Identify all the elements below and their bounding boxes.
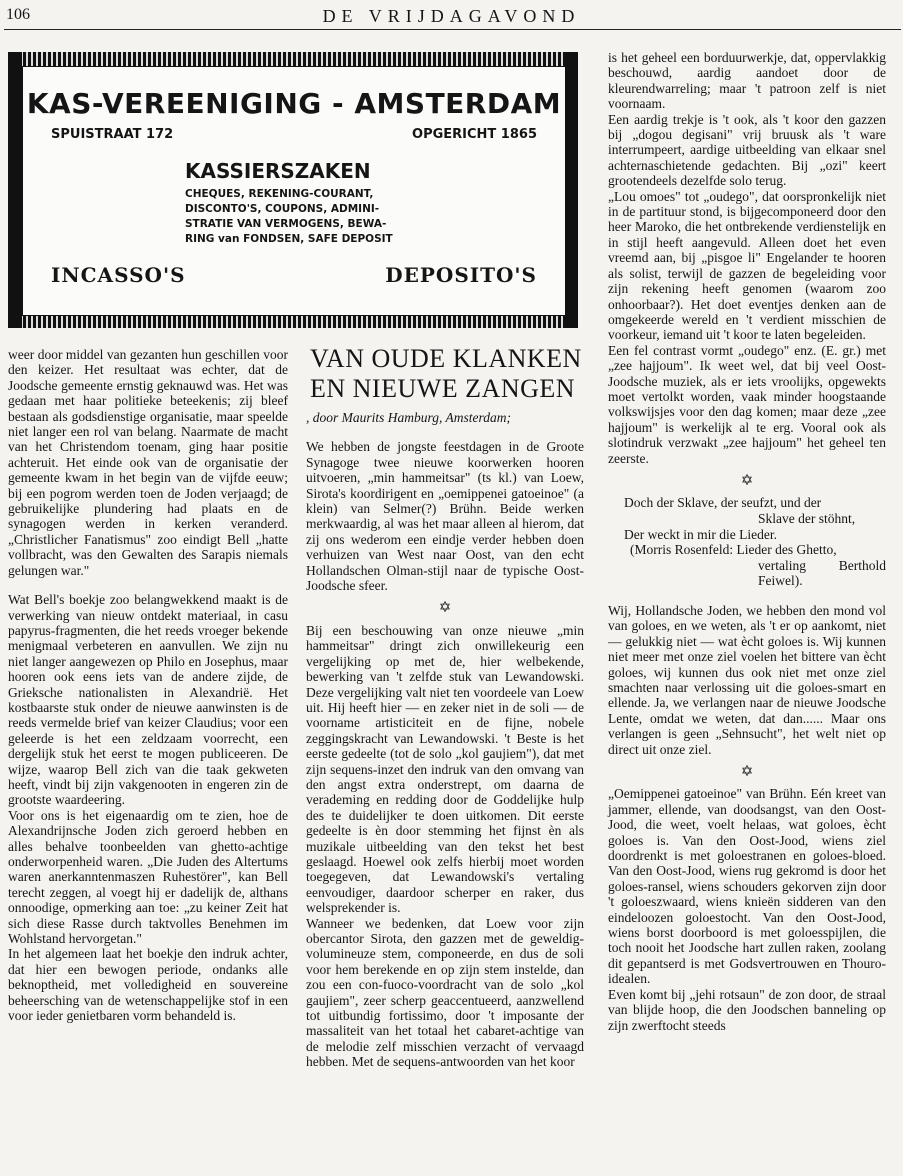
poem-line: Doch der Sklave, der seufzt, und der bbox=[624, 495, 822, 511]
star-of-david-icon: ✡ bbox=[740, 764, 754, 780]
page-number: 106 bbox=[6, 6, 30, 23]
article-heading bbox=[310, 344, 584, 404]
ad-border-bottom bbox=[8, 314, 578, 328]
column-2 bbox=[306, 344, 584, 1070]
paragraph: weer door middel van gezanten hun geschillen voor den keizer. Het resultaat was echter, dat de Joodsche gemeente ernstig geknauwd was. Het was gedaan met haar politieke beteekenis; zij bleef bestaan als godsdienstige organisatie, maar speelde niet langer een rol van belang. Naarmate de macht van het Christendom toenam, ging haar positie achteruit. Het einde ook van de organisatie der gemeente kwam in het begin van de vijfde eeuw; bij een pogrom werden toen de Joden verjaagd; de gebruikelijke plundering had plaats en de synagogen werden in kerken veranderd. „Christlicher Fanatismus" zoo eindigt Bell „hatte vollbracht, was den Gewalten des Sarapis niemals gelungen war." bbox=[8, 347, 288, 578]
running-title: DE VRIJDAGAVOND bbox=[322, 6, 581, 26]
ad-address: SPUISTRAAT 172 bbox=[51, 127, 174, 142]
paragraph: „Oemippenei gatoeinoe" van Brühn. Eén kreet van jammer, ellende, van doodsangst, van den Oost-Jood, die weet, voelt helaas, wat goloes, ècht goloes is. Van den Oost-Jood, wiens ziel doordrenkt is met goloestranen en goloes-bloed. Van den Oost-Jood, wiens rug gekromd is door het goloes-ransel, wiens schouders gekorven zijn door 't goloeszwaard, wiens knieën sidderen van den eindeloozen goloestocht. Van den Oost-Jood, wiens borst doorboord is met goloesspijlen, die toch nooit het Joodsche hart zullen raken, zoolang dit gepantserd is met Godsvertrouwen en Thouro-idealen. bbox=[608, 786, 886, 987]
ad-right-word: DEPOSITO'S bbox=[385, 263, 537, 287]
star-of-david-icon: ✡ bbox=[740, 472, 754, 489]
header-rule bbox=[4, 29, 901, 30]
poem-credit: vertaling Berthold Feiwel). bbox=[758, 557, 886, 589]
ad-border-left bbox=[8, 52, 22, 328]
ad-border-top bbox=[8, 52, 578, 66]
ad-panel bbox=[22, 66, 566, 316]
star-of-david-icon: ✡ bbox=[438, 600, 452, 617]
paragraph: is het geheel een borduurwerkje, dat, oppervlakkig beschouwd, aardig aandoet door de kleurendwarreling; maar 't patroon zelf is niet voornaam. bbox=[608, 50, 886, 112]
running-header bbox=[0, 0, 903, 34]
paragraph: Een aardig trekje is 't ook, als 't koor den gazzen bij „dogou degisani" vrij bruusk als 't ware interrumpeert, aardige uitbeelding van elkaar snel achternaschietende gedachten. Bij „ozi" keert grootendeels dezelfde solo terug. bbox=[608, 111, 886, 189]
paragraph: We hebben de jongste feestdagen in de Groote Synagoge twee nieuwe koorwerken hooren uitvoeren, „min hammeitsar" (ts kl.) van Loew, Sirota's koordirigent en „oemippenei gatoeinoe" (a klein) van Selmer(?) Brühn. Beide werken merkwaardig, al was het maar alleen al hierom, dat zij ons wederom een eindje verder hebben doen verhuizen van West naar Oost, van den echt Hollandschen Olman-stijl naar de typische Oost-Joodsche sfeer. bbox=[306, 439, 584, 594]
ad-services bbox=[185, 187, 445, 247]
poem-credit: (Morris Rosenfeld: Lieder des Ghetto, bbox=[630, 542, 837, 558]
poem-line: Der weckt in mir die Lieder. bbox=[624, 526, 777, 542]
ad-border-right bbox=[564, 52, 578, 328]
paragraph: Wat Bell's boekje zoo belangwekkend maakt is de verwerking van nieuw ontdekt materiaal, in casu papyrus-fragmenten, die het reeds vroeger bekende menigmaal verbeteren en aanvullen. We zijn nu niet langer aangewezen op Philo en Josephus, maar hooren ook eens iets van de andere zijde, de Grieksche nationalisten in Alexandrië. Het kostbaarste stuk onder de nieuwe aanwinsten is de reeds vermelde brief van keizer Claudius; voor een geleerde is het een zeldzaam voorrecht, een dergelijk stuk het eerst te mogen publiceeren. De wijze, waarop Bell zich van die taak gekweten heeft, vindt bij zijn vakgenooten in engeren zin de grootste waardeering. bbox=[8, 592, 288, 808]
paragraph: Een fel contrast vormt „oudego" enz. (E. gr.) met „zee hajjoum". Ik weet wel, dat bij veel Oost-Joodsche muziek, als er iets vroolijks, opgewekts moet vertolkt worden, vaak minder hoogstaande volkswijsjes voor den dag komen; maar deze „zee hajjoum" is werkelijk al te erg. Vooral ook als slotindruk verzwakt „zee hajjoum" het geheel ten zeerste. bbox=[608, 342, 886, 466]
column-3 bbox=[608, 50, 886, 1033]
ad-service-line: RING van FONDSEN, SAFE DEPOSIT bbox=[185, 233, 393, 245]
paragraph: Voor ons is het eigenaardig om te zien, hoe de Alexandrijnsche Joden zich geroerd hebben en alles behalve toonbeelden van ghetto-achtige onderworpenheid waren. „Die Juden des Altertums waren anerkanntenmaszen Ruhestörer", kan Bell terecht zeggen, al voegt hij er dadelijk de, althans onnoodige, opmerking aan toe: „zu keiner Zeit hat sich diese Rasse durch taktvolles Benehmen im Wohlstand hervorgetan." bbox=[8, 807, 288, 947]
ad-service-line: CHEQUES, REKENING-COURANT, bbox=[185, 188, 374, 200]
paragraph: In het algemeen laat het boekje den indruk achter, dat hier een bewogen periode, ondanks alle beknoptheid, met volledigheid en souvereine beheersching van de wetenschappelijke stof in een voor ieder genietbaren vorm behandeld is. bbox=[8, 946, 288, 1024]
ad-service-line: STRATIE VAN VERMOGENS, BEWA- bbox=[185, 218, 387, 230]
poem-quote bbox=[608, 495, 886, 589]
paragraph: „Lou omoes" tot „oudego", dat oorspronkelijk niet in de partituur stond, is bijgecomponeerd door den heer Maroko, die het ontbrekende verdienstelijk en in stijl heeft aangevuld. Alleen doet het even vreemd aan, bij „pisgoe li" Engelander te hooren als solist, terwijl de gazzen de begeleiding voor zijn rekening heeft genomen (waarom zoo onhoorbaar?). Het doet eventjes denken aan de omgekeerde wereld en 't verdient misschien de voorkeur, iemand uit 't koor te laten begeleiden. bbox=[608, 188, 886, 343]
column-1 bbox=[8, 347, 288, 1023]
paragraph: Bij een beschouwing van onze nieuwe „min hammeitsar" dringt zich onwillekeurig een vergelijking op met de, hier welbekende, bewerking van 't zelfde stuk van Lewandowski. Deze vergelijking valt niet ten voordeele van Loew uit. Hij heeft hier — en zeker niet in de soli — de voorname artisticiteit en de fijne, nobele zeggingskracht van Lewandowski. 't Beste is het eerste gedeelte (tot de solo „kol gaujiem"), dat met zijn sequens-inzet den indruk van den omvang van den angst extra onderstrept, om daarna de verademing en redding door de Goddelijke hulp des te duidelijker te doen uitkomen. Dit eerste gedeelte is èn door stemming het fijnst èn als muzikale uitbeelding van den tekst het best geslaagd. Hoewel ook zelfs hierbij moet worden toegegeven, dat Lewandowski's vertaling eenvoudiger, daardoor scherper en raker, dus welsprekender is. bbox=[306, 622, 584, 916]
ad-business: KASSIERSZAKEN bbox=[185, 159, 371, 183]
heading-line: VAN OUDE KLANKEN bbox=[310, 344, 582, 373]
heading-line: EN NIEUWE ZANGEN bbox=[310, 374, 576, 403]
ad-founded: OPGERICHT 1865 bbox=[412, 127, 537, 142]
ad-title: KAS-VEREENIGING - AMSTERDAM bbox=[26, 87, 562, 120]
paragraph: Wanneer we bedenken, dat Loew voor zijn obercantor Sirota, den gazzen met de geweldig-volumineuze stem, componeerde, en dus de soli voor hem berekende en op zijn stem instelde, dan zou een con-fuoco-voordracht van de solo „kol gaujiem", zeer scherp geaccentueerd, aanzwellend tot uitbundig fortissimo, door 't imposante der massaliteit van het totaal het cabaret-achtige van de melodie zelf misschien verzacht of vervaagd hebben. Met de sequens-antwoorden van het koor bbox=[306, 915, 584, 1070]
ad-left-word: INCASSO'S bbox=[51, 263, 186, 287]
poem-line: Sklave der stöhnt, bbox=[758, 510, 856, 526]
paragraph: Wij, Hollandsche Joden, we hebben den mond vol van goloes, en we weten, als 't er op aankomt, niet — gelukkig niet — wat ècht goloes is. Wij kunnen niet meer met onze ziel voelen het bittere van ècht goloes, wij kunnen dus ook niet met onze ziel smachten naar verlossing uit die goloes-smart en ellende. Ja, we verlangen naar de nieuwe Joodsche Lente, omdat we weten, dat dan...... Maar ons verlangen is geen „Sehnsucht", het welt niet op direct uit onze ziel. bbox=[608, 602, 886, 757]
advertisement bbox=[8, 52, 578, 328]
ad-service-line: DISCONTO'S, COUPONS, ADMINI- bbox=[185, 203, 380, 215]
byline: , door Maurits Hamburg, Amsterdam; bbox=[306, 410, 512, 425]
paragraph: Even komt bij „jehi rotsaun" de zon door, de straal van blijde hoop, die den Joodschen banneling op zijn zwerftocht steeds bbox=[608, 986, 886, 1033]
